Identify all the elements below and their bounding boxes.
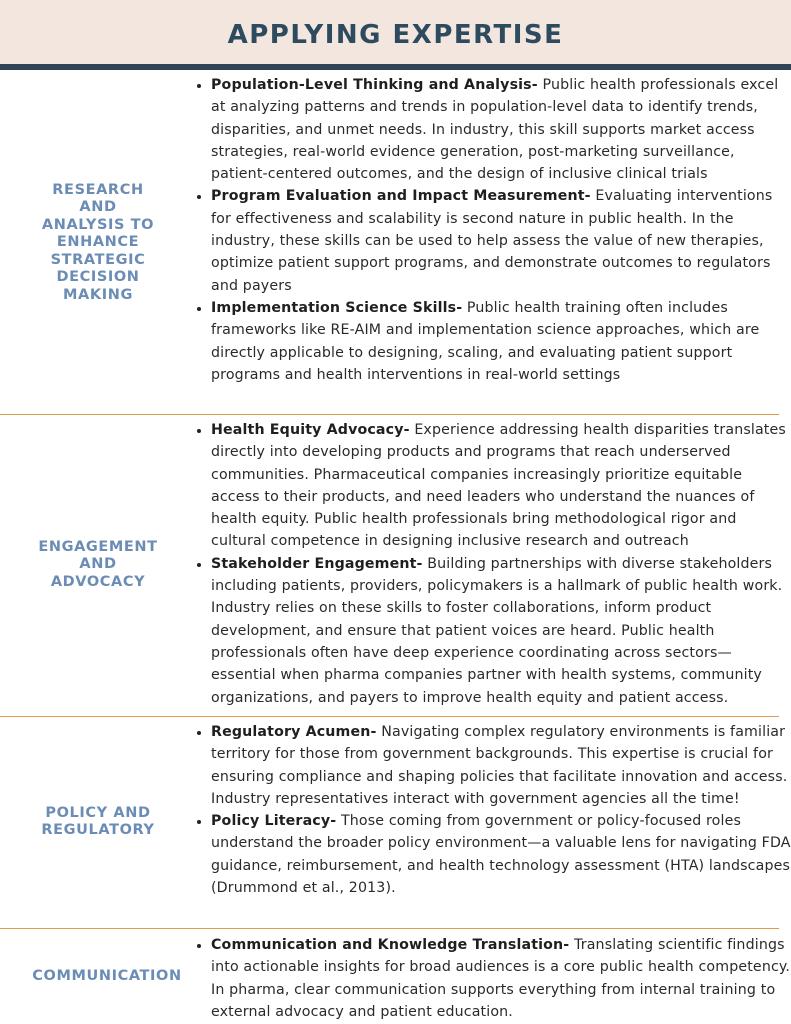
page-title: APPLYING EXPERTISE	[227, 20, 564, 50]
item-title: Communication and Knowledge Translation-	[211, 937, 570, 953]
list-item	[211, 553, 791, 709]
item-body: Experience addressing health disparities translates directly into developing products and programs that reach underserved communities. Pharmaceutical companies increasingly prioritize equitable access to their products, and need leaders who understand the nuances of health equity. Public health professionals bring methodological rigor and cultural competence in designing inclusive research and outreach	[211, 422, 786, 550]
item-title: Implementation Science Skills-	[211, 299, 463, 316]
section-label-text: ENGAGEMENT AND ADVOCACY	[38, 538, 158, 590]
item-title: Program Evaluation and Impact Measurement-	[211, 188, 591, 205]
section-policy	[0, 716, 791, 929]
section-label	[0, 929, 214, 1024]
item-body: Public health training often includes frameworks like RE-AIM and implementation science approaches, which are directly applicable to designing, scaling, and evaluating patient support programs and health interventions in real-world settings	[211, 299, 760, 383]
section-label-text: COMMUNICATION	[32, 967, 182, 984]
item-title: Population-Level Thinking and Analysis-	[211, 77, 538, 93]
list-item	[211, 934, 791, 1023]
item-title: Policy Literacy-	[211, 813, 337, 830]
list-item	[211, 185, 791, 296]
section-communication	[0, 929, 791, 1024]
section-research	[0, 72, 779, 415]
section-label	[0, 414, 196, 716]
section-label	[0, 716, 196, 928]
section-label-text: POLICY AND REGULATORY	[41, 804, 155, 838]
list-item	[211, 721, 791, 810]
item-list	[188, 934, 791, 1023]
item-list	[188, 419, 791, 709]
header-divider	[0, 64, 791, 70]
section-label-text: RESEARCH AND ANALYSIS TO ENHANCE STRATEGIC DECISION MAKING	[41, 181, 155, 303]
section-label	[0, 72, 196, 414]
item-list	[188, 721, 791, 899]
item-body: Those coming from government or policy-focused roles understand the broader policy environment—a valuable lens for navigating FDA guidance, reimbursement, and health technology assessment (HTA) landscapes (Drummond et al., 2013).	[211, 813, 791, 897]
list-item	[211, 810, 791, 899]
list-item	[211, 419, 791, 553]
item-body: Building partnerships with diverse stakeholders including patients, providers, policymakers is a hallmark of public health work. Industry relies on these skills to foster collaborations, inform product development, and ensure that patient voices are heard. Public health professionals often have deep experience coordinating across sectors—essential when pharma companies partner with health systems, community organizations, and payers to improve health equity and patient access.	[211, 555, 783, 706]
list-item	[211, 74, 791, 185]
item-body: Navigating complex regulatory environments is familiar territory for those from government backgrounds. This expertise is crucial for ensuring compliance and shaping policies that facilitate innovation and access. Industry representatives interact with government agencies all the time!	[211, 724, 788, 807]
item-title: Stakeholder Engagement-	[211, 555, 423, 572]
item-body: Translating scientific findings into actionable insights for broad audiences is a core public health competency. In pharma, clear communication supports everything from internal training to external advocacy and patient education.	[211, 937, 791, 1020]
list-item	[211, 297, 791, 386]
page-header	[0, 0, 791, 64]
item-body: Public health professionals excel at analyzing patterns and trends in population-level data to identify trends, disparities, and unmet needs. In industry, this skill supports market access strategies, real-world evidence generation, post-marketing surveillance, patient-centered outcomes, and the design of inclusive clinical trials	[211, 77, 779, 183]
item-title: Health Equity Advocacy-	[211, 422, 410, 438]
item-title: Regulatory Acumen-	[211, 724, 377, 740]
section-engagement	[0, 414, 786, 717]
item-list	[188, 74, 791, 386]
item-body: Evaluating interventions for effectiveness and scalability is second nature in public health. In the industry, these skills can be used to help assess the value of new therapies, optimize patient support programs, and demonstrate outcomes to regulators and payers	[211, 188, 773, 294]
